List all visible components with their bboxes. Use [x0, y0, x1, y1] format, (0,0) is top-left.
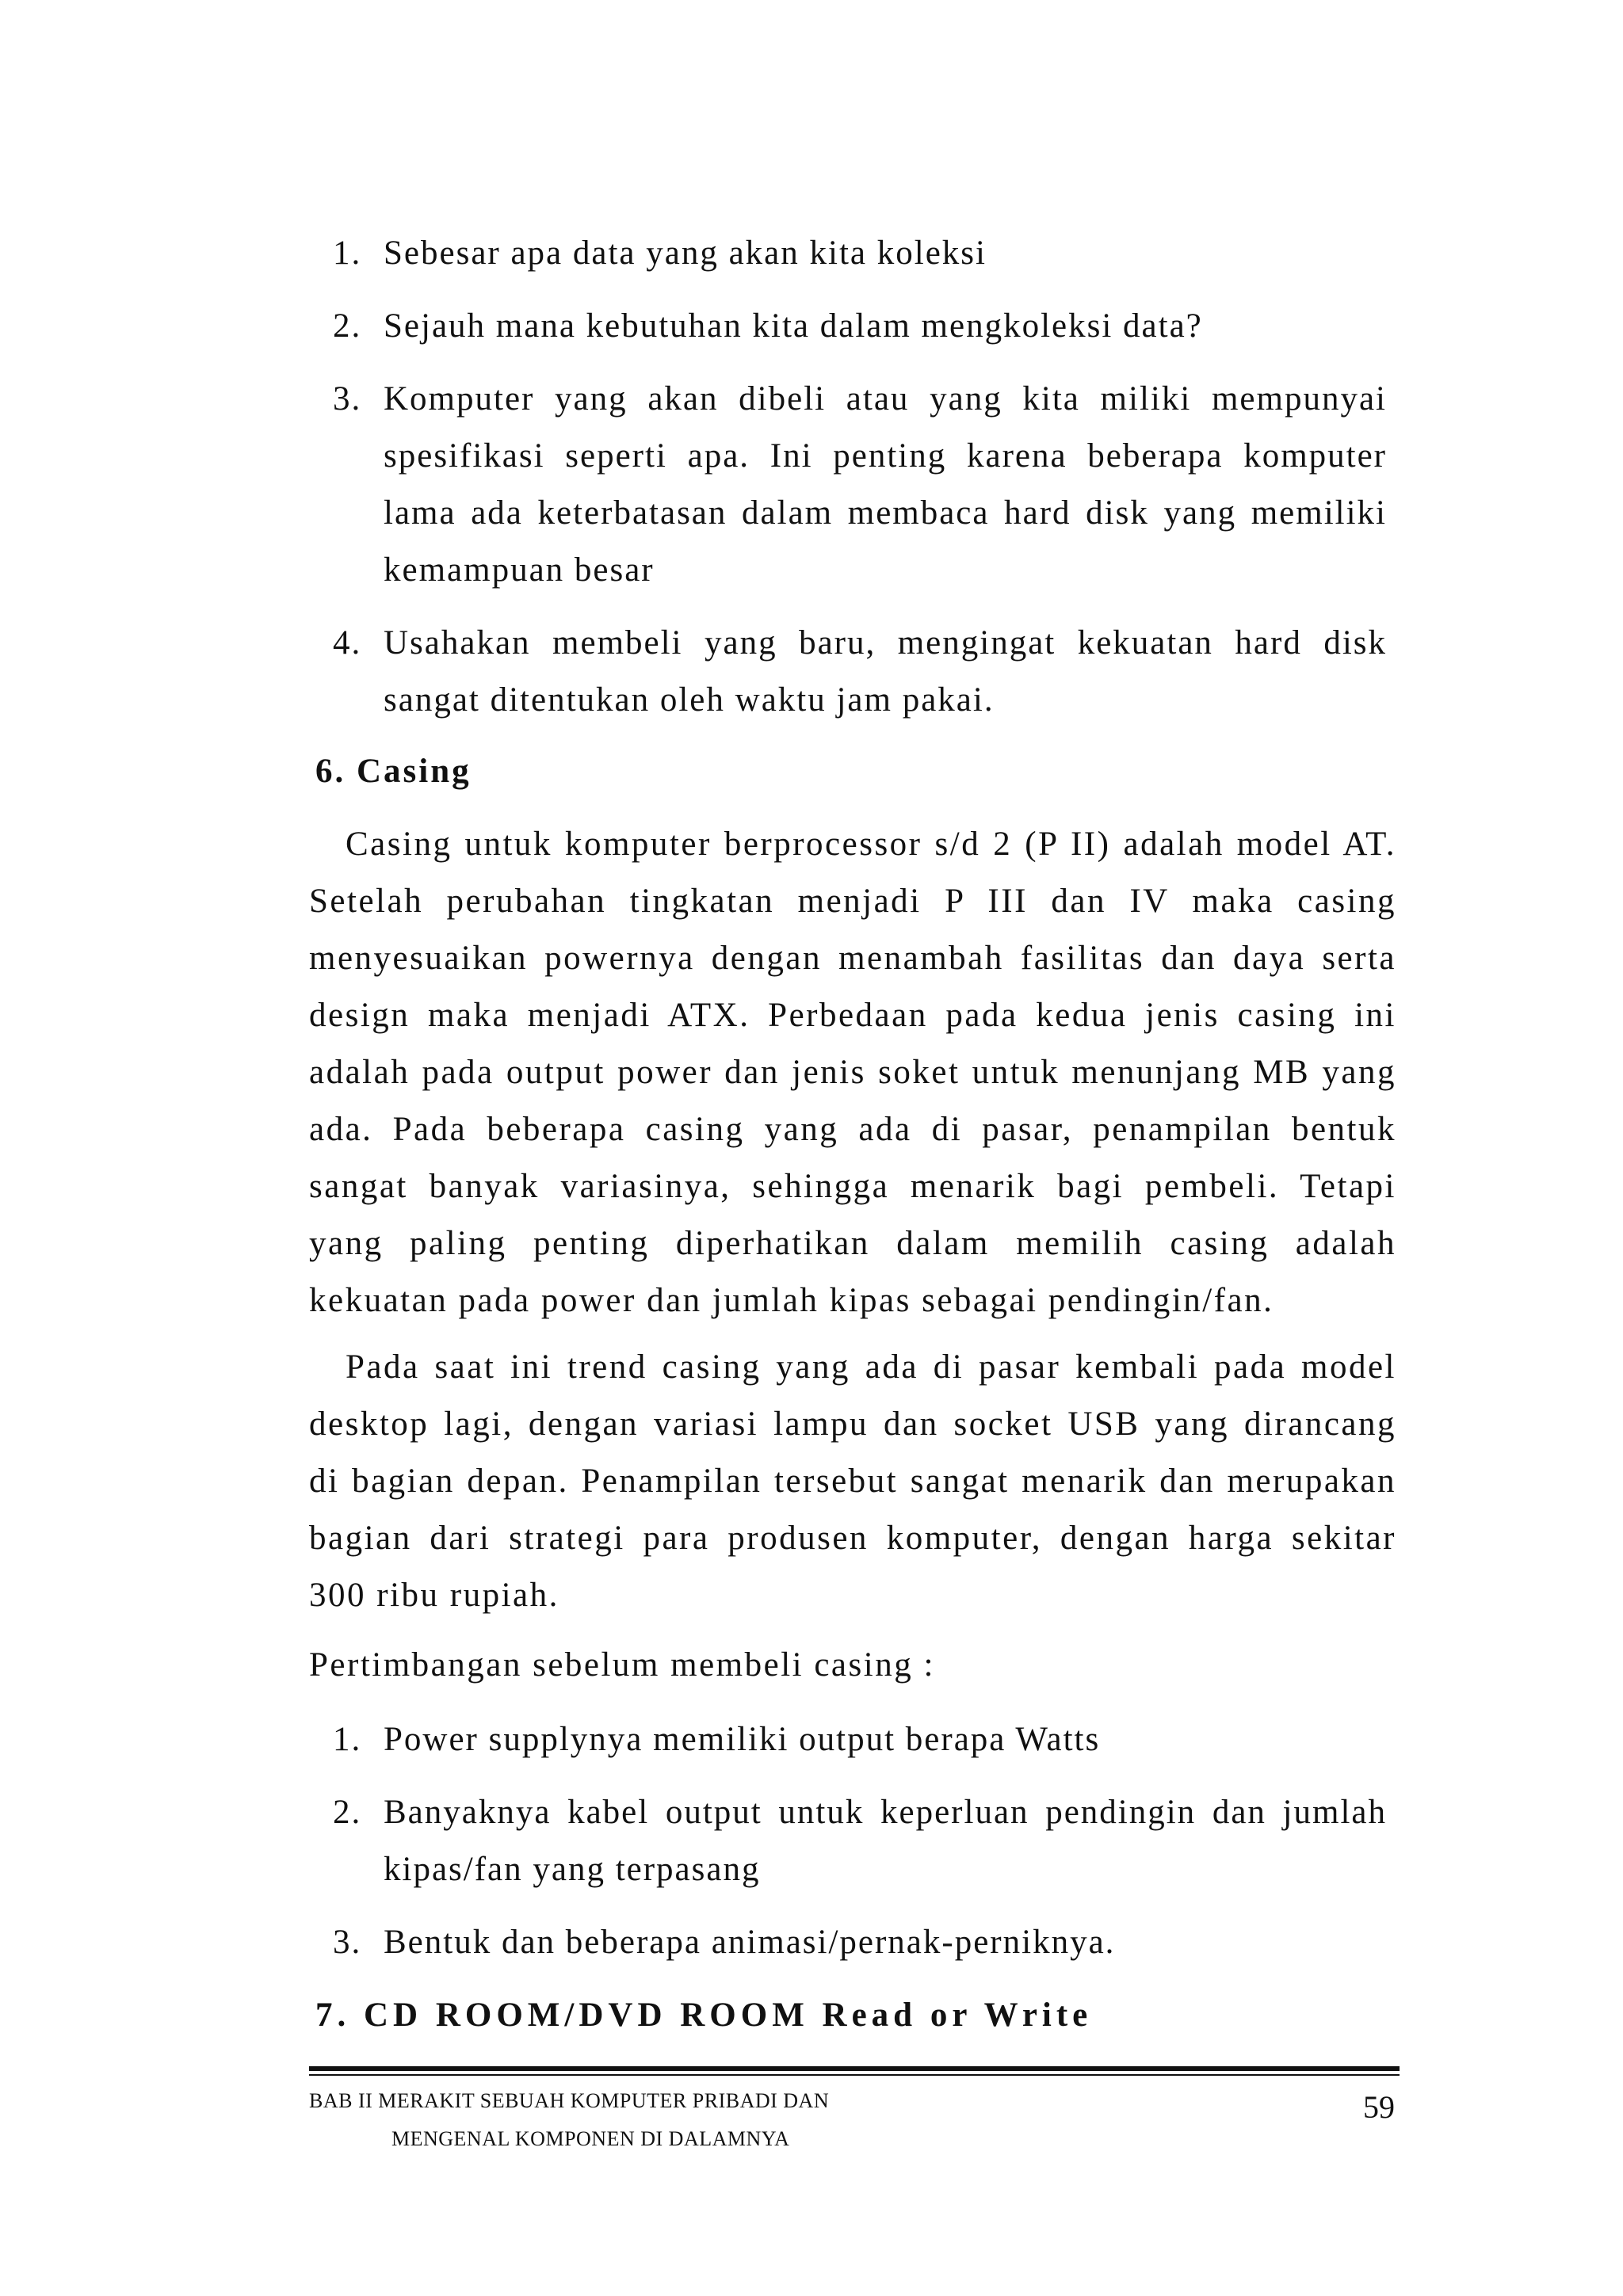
list-text: Komputer yang akan dibeli atau yang kita miliki mempunyai spesifikasi seperti apa. Ini penting karena beberapa komputer lama ada keterbatasan dalam membaca hard disk yang memiliki kemampuan besar: [384, 380, 1387, 589]
list-text: Banyaknya kabel output untuk keperluan pendingin dan jumlah kipas/fan yang terpasang: [384, 1794, 1387, 1888]
casing-paragraph-1: Casing untuk komputer berprocessor s/d 2 (P II) adalah model AT. Setelah perubahan tingkatan menjadi P III dan IV maka casing menyesuaikan powernya dengan menambah fasilitas dan daya serta design maka menjadi ATX. Perbedaan pada kedua jenis casing ini adalah pada output power dan jenis soket untuk menunjang MB yang ada. Pada beberapa casing yang ada di pasar, penampilan bentuk sangat banyak variasinya, sehingga menarik bagi pembeli. Tetapi yang paling penting diperhatikan dalam memilih casing adalah kekuatan pada power dan jumlah kipas sebagai pendingin/fan.: [309, 826, 1396, 1319]
list-item: [333, 615, 1387, 729]
considerations-list: [333, 1711, 1387, 1971]
casing-paragraph-2: Pada saat ini trend casing yang ada di pasar kembali pada model desktop lagi, dengan variasi lampu dan socket USB yang dirancang di bagian depan. Penampilan tersebut sangat menarik dan merupakan bagian dari strategi para produsen komputer, dengan harga sekitar 300 ribu rupiah.: [309, 1348, 1396, 1614]
section-heading-cd-rom: 7. CD ROOM/DVD ROOM Read or Write: [315, 1997, 1093, 2034]
list-number: 2.: [333, 307, 362, 345]
list-text: Sebesar apa data yang akan kita koleksi: [384, 235, 987, 272]
list-number: 3.: [333, 380, 362, 418]
list-text: Power supplynya memiliki output berapa Watts: [384, 1721, 1101, 1758]
list-item: [333, 1784, 1387, 1898]
page-number: 59: [1363, 2089, 1395, 2125]
list-number: 4.: [333, 624, 362, 662]
list-number: 1.: [333, 235, 362, 272]
section-heading-casing: 6. Casing: [315, 753, 472, 790]
footer-chapter-title: BAB II MERAKIT SEBUAH KOMPUTER PRIBADI DAN: [309, 2089, 830, 2112]
considerations-intro: Pertimbangan sebelum membeli casing :: [309, 1646, 935, 1684]
list-text: Usahakan membeli yang baru, mengingat kekuatan hard disk sangat ditentukan oleh waktu jam pakai.: [384, 624, 1387, 719]
list-text: Sejauh mana kebutuhan kita dalam mengkoleksi data?: [384, 307, 1203, 345]
list-item: [333, 1711, 1387, 1768]
list-item: [333, 1914, 1387, 1971]
list-number: 2.: [333, 1794, 362, 1831]
footer-divider-thin: [309, 2074, 1400, 2076]
list-text: Bentuk dan beberapa animasi/pernak-perniknya.: [384, 1924, 1116, 1961]
list-item: [333, 371, 1387, 599]
footer-divider: [309, 2066, 1400, 2071]
footer-chapter-subtitle: MENGENAL KOMPONEN DI DALAMNYA: [391, 2127, 790, 2150]
list-number: 3.: [333, 1924, 362, 1961]
requirements-list: [333, 225, 1387, 729]
list-number: 1.: [333, 1721, 362, 1758]
list-item: [333, 225, 1387, 282]
list-item: [333, 298, 1387, 355]
